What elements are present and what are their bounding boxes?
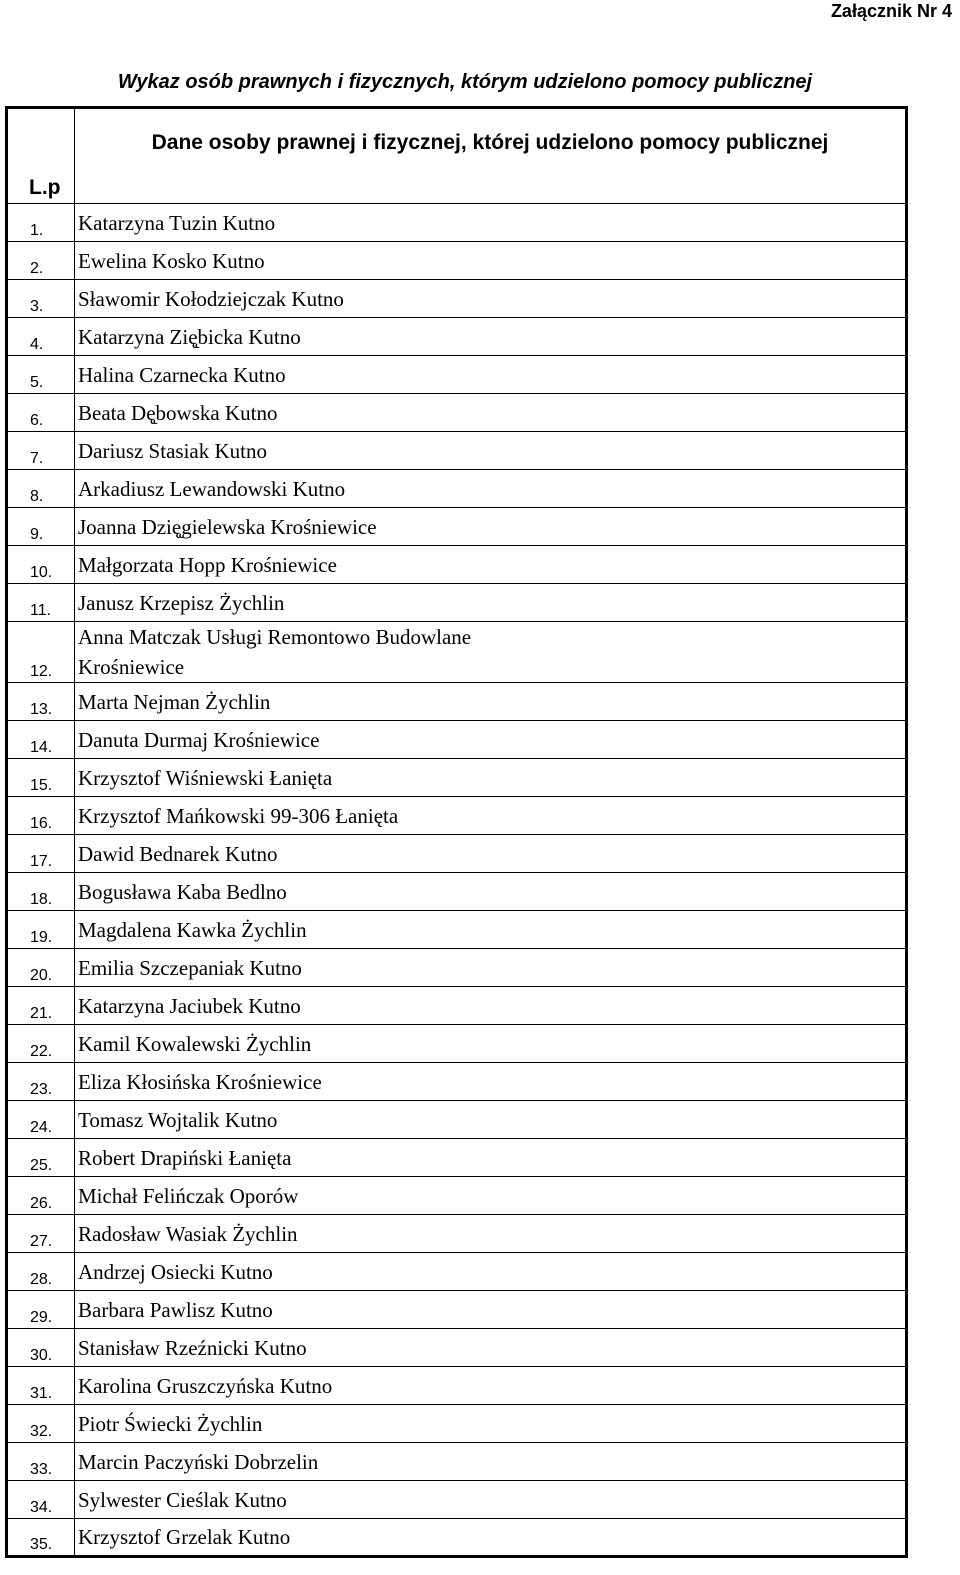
table-row <box>7 318 907 356</box>
table-row <box>7 1443 907 1481</box>
table-row <box>7 797 907 835</box>
recipient-name: Dawid Bednarek Kutno <box>75 835 907 873</box>
table-row <box>7 508 907 546</box>
row-number: 10. <box>7 546 75 584</box>
table-row <box>7 1519 907 1557</box>
recipient-name: Danuta Durmaj Krośniewice <box>75 721 907 759</box>
row-number: 25. <box>7 1139 75 1177</box>
row-number: 31. <box>7 1367 75 1405</box>
recipient-name: Krzysztof Wiśniewski Łanięta <box>75 759 907 797</box>
table-row <box>7 949 907 987</box>
table-row <box>7 1101 907 1139</box>
row-number: 14. <box>7 721 75 759</box>
recipient-name: Magdalena Kawka Żychlin <box>75 911 907 949</box>
recipient-name: Marcin Paczyński Dobrzelin <box>75 1443 907 1481</box>
recipient-name: Krzysztof Grzelak Kutno <box>75 1519 907 1557</box>
column-header-number: L.p <box>7 108 75 204</box>
row-number: 22. <box>7 1025 75 1063</box>
recipient-name: Andrzej Osiecki Kutno <box>75 1253 907 1291</box>
row-number: 15. <box>7 759 75 797</box>
table-row <box>7 622 907 683</box>
recipient-name: Stanisław Rzeźnicki Kutno <box>75 1329 907 1367</box>
row-number: 17. <box>7 835 75 873</box>
recipient-name: Emilia Szczepaniak Kutno <box>75 949 907 987</box>
row-number: 35. <box>7 1519 75 1557</box>
recipient-name: Katarzyna Jaciubek Kutno <box>75 987 907 1025</box>
table-row <box>7 1405 907 1443</box>
row-number: 16. <box>7 797 75 835</box>
table-row <box>7 1025 907 1063</box>
table-row <box>7 546 907 584</box>
row-number: 24. <box>7 1101 75 1139</box>
recipient-name: Katarzyna Tuzin Kutno <box>75 204 907 242</box>
table-row <box>7 1139 907 1177</box>
table-row <box>7 721 907 759</box>
recipient-name: Robert Drapiński Łanięta <box>75 1139 907 1177</box>
table-body <box>7 204 907 1557</box>
recipient-name: Michał Felińczak Oporów <box>75 1177 907 1215</box>
recipient-name: Halina Czarnecka Kutno <box>75 356 907 394</box>
row-number: 32. <box>7 1405 75 1443</box>
table-row <box>7 911 907 949</box>
recipient-name: Kamil Kowalewski Żychlin <box>75 1025 907 1063</box>
recipient-name: Anna Matczak Usługi Remontowo Budowlane Krośniewice <box>75 622 907 683</box>
table-row <box>7 683 907 721</box>
recipient-name: Eliza Kłosińska Krośniewice <box>75 1063 907 1101</box>
recipient-name: Piotr Świecki Żychlin <box>75 1405 907 1443</box>
table-row <box>7 394 907 432</box>
row-number: 29. <box>7 1291 75 1329</box>
row-number: 9. <box>7 508 75 546</box>
row-number: 5. <box>7 356 75 394</box>
table-row <box>7 584 907 622</box>
row-number: 6. <box>7 394 75 432</box>
table-row <box>7 759 907 797</box>
table-row <box>7 432 907 470</box>
table-row <box>7 204 907 242</box>
recipient-name: Bogusława Kaba Bedlno <box>75 873 907 911</box>
row-number: 11. <box>7 584 75 622</box>
table-header-row <box>7 108 907 204</box>
row-number: 1. <box>7 204 75 242</box>
row-number: 21. <box>7 987 75 1025</box>
recipients-table <box>5 106 908 1558</box>
table-row <box>7 1367 907 1405</box>
row-number: 7. <box>7 432 75 470</box>
table-row <box>7 1215 907 1253</box>
attachment-label: Załącznik Nr 4 <box>830 1 952 21</box>
row-number: 28. <box>7 1253 75 1291</box>
recipient-name: Joanna Dzię̨gielewska Krośniewice <box>75 508 907 546</box>
recipient-name: Sylwester Cieślak Kutno <box>75 1481 907 1519</box>
table-row <box>7 873 907 911</box>
row-number: 3. <box>7 280 75 318</box>
row-number: 26. <box>7 1177 75 1215</box>
table-row <box>7 1253 907 1291</box>
recipient-name: Małgorzata Hopp Krośniewice <box>75 546 907 584</box>
row-number: 12. <box>7 622 75 683</box>
document-title: Wykaz osób prawnych i fizycznych, którym udzielono pomocy publicznej <box>117 71 813 93</box>
table-row <box>7 356 907 394</box>
recipient-name: Tomasz Wojtalik Kutno <box>75 1101 907 1139</box>
column-header-name: Dane osoby prawnej i fizycznej, której udzielono pomocy publicznej <box>75 108 907 204</box>
row-number: 2. <box>7 242 75 280</box>
row-number: 4. <box>7 318 75 356</box>
row-number: 34. <box>7 1481 75 1519</box>
recipient-name: Katarzyna Zię̨bicka Kutno <box>75 318 907 356</box>
recipient-name: Marta Nejman Żychlin <box>75 683 907 721</box>
recipient-name: Sławomir Kołodziejczak Kutno <box>75 280 907 318</box>
table-row <box>7 242 907 280</box>
row-number: 19. <box>7 911 75 949</box>
row-number: 8. <box>7 470 75 508</box>
recipient-name: Arkadiusz Lewandowski Kutno <box>75 470 907 508</box>
row-number: 13. <box>7 683 75 721</box>
recipients-table-container <box>5 106 905 1558</box>
row-number: 20. <box>7 949 75 987</box>
row-number: 27. <box>7 1215 75 1253</box>
table-row <box>7 1481 907 1519</box>
recipient-name: Radosław Wasiak Żychlin <box>75 1215 907 1253</box>
recipient-name: Ewelina Kosko Kutno <box>75 242 907 280</box>
table-row <box>7 1063 907 1101</box>
recipient-name: Dariusz Stasiak Kutno <box>75 432 907 470</box>
table-header <box>7 108 907 204</box>
table-row <box>7 1291 907 1329</box>
row-number: 33. <box>7 1443 75 1481</box>
row-number: 18. <box>7 873 75 911</box>
table-row <box>7 835 907 873</box>
recipient-name: Janusz Krzepisz Żychlin <box>75 584 907 622</box>
row-number: 30. <box>7 1329 75 1367</box>
table-row <box>7 1177 907 1215</box>
recipient-name: Barbara Pawlisz Kutno <box>75 1291 907 1329</box>
recipient-name: Krzysztof Mańkowski 99-306 Łanięta <box>75 797 907 835</box>
recipient-name: Beata Dę̨bowska Kutno <box>75 394 907 432</box>
table-row <box>7 1329 907 1367</box>
table-row <box>7 987 907 1025</box>
table-row <box>7 280 907 318</box>
row-number: 23. <box>7 1063 75 1101</box>
recipient-name: Karolina Gruszczyńska Kutno <box>75 1367 907 1405</box>
table-row <box>7 470 907 508</box>
